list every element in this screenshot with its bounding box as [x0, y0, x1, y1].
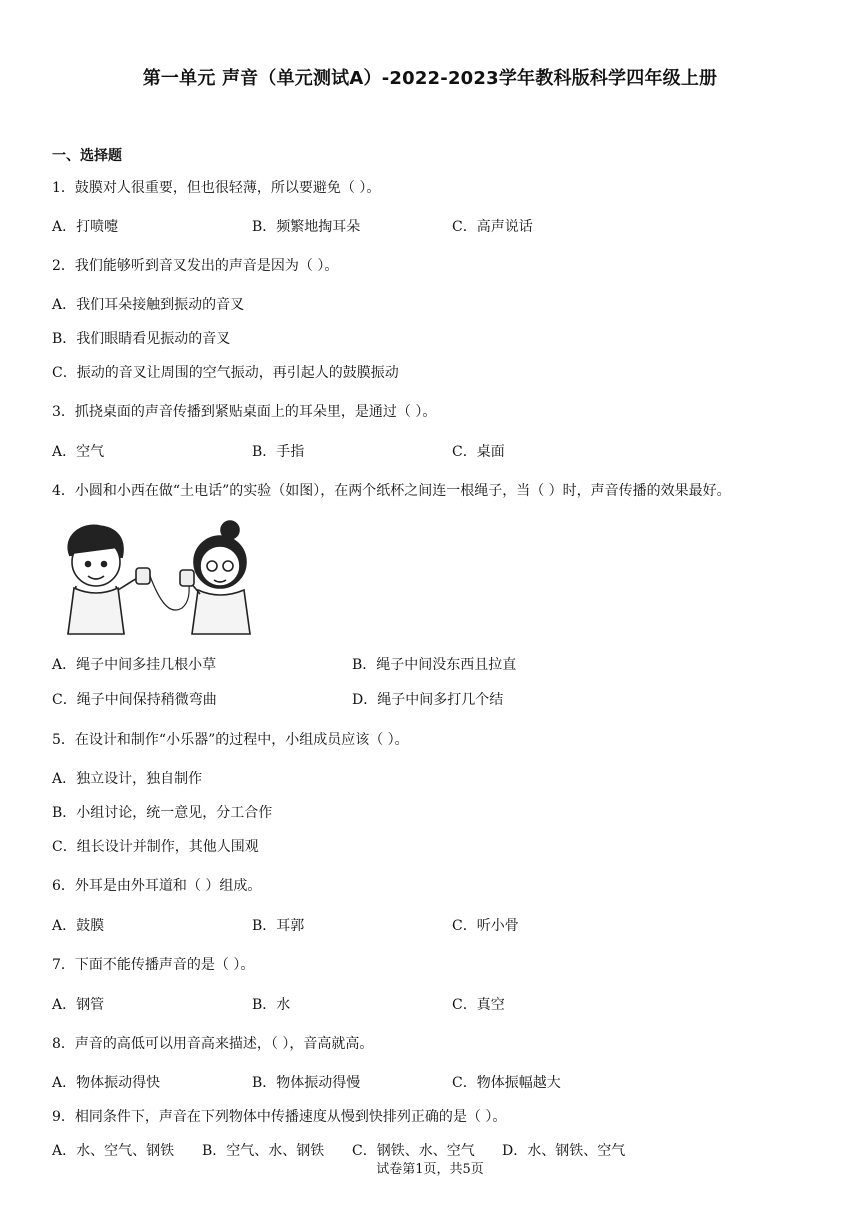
question-6-stem: 6．外耳是由外耳道和（ ）组成。 — [52, 878, 262, 894]
q8-option-a: A．物体振动得快 — [52, 1075, 161, 1091]
q6-option-c: C．听小骨 — [452, 918, 519, 934]
question-4-stem: 4．小圆和小西在做“土电话”的实验（如图），在两个纸杯之间连一根绳子，当（ ）时，声音传播的效果最好。 — [52, 483, 731, 499]
q2-option-a: A．我们耳朵接触到振动的音叉 — [52, 297, 245, 313]
q7-option-c: C．真空 — [452, 997, 505, 1013]
q6-option-a: A．鼓膜 — [52, 918, 105, 934]
q7-option-a: A．钢管 — [52, 997, 105, 1013]
question-8-stem: 8．声音的高低可以用音高来描述，（ ），音高就高。 — [52, 1036, 374, 1052]
q7-option-b: B．水 — [252, 997, 291, 1013]
q1-option-b: B．频繁地掏耳朵 — [252, 219, 361, 235]
q2-option-c: C．振动的音叉让周围的空气振动，再引起人的鼓膜振动 — [52, 365, 399, 381]
q4-option-d: D．绳子中间多打几个结 — [352, 692, 504, 708]
string-telephone-illustration — [52, 518, 252, 636]
question-5-stem: 5．在设计和制作“小乐器”的过程中，小组成员应该（ ）。 — [52, 732, 409, 748]
q1-option-a: A．打喷嚏 — [52, 219, 119, 235]
q5-option-b: B．小组讨论，统一意见，分工合作 — [52, 805, 273, 821]
q6-option-b: B．耳郭 — [252, 918, 305, 934]
question-7-stem: 7．下面不能传播声音的是（ ）。 — [52, 957, 255, 973]
page-footer: 试卷第1页，共5页 — [376, 1162, 484, 1177]
q9-option-b: B．空气、水、钢铁 — [202, 1143, 325, 1159]
q2-option-b: B．我们眼睛看见振动的音叉 — [52, 331, 231, 347]
section-heading: 一、选择题 — [52, 148, 122, 164]
q3-option-a: A．空气 — [52, 444, 105, 460]
q9-option-a: A．水、空气、钢铁 — [52, 1143, 175, 1159]
q4-option-c: C．绳子中间保持稍微弯曲 — [52, 692, 217, 708]
question-1-stem: 1．鼓膜对人很重要，但也很轻薄，所以要避免（ ）。 — [52, 180, 381, 196]
q1-option-c: C．高声说话 — [452, 219, 533, 235]
question-2-stem: 2．我们能够听到音叉发出的声音是因为（ ）。 — [52, 258, 339, 274]
q4-option-a: A．绳子中间多挂几根小草 — [52, 657, 217, 673]
q4-option-b: B．绳子中间没东西且拉直 — [352, 657, 517, 673]
q5-option-c: C．组长设计并制作，其他人围观 — [52, 839, 259, 855]
question-9-stem: 9．相同条件下，声音在下列物体中传播速度从慢到快排列正确的是（ ）。 — [52, 1109, 507, 1125]
q3-option-c: C．桌面 — [452, 444, 505, 460]
question-3-stem: 3．抓挠桌面的声音传播到紧贴桌面上的耳朵里，是通过（ ）。 — [52, 404, 437, 420]
q5-option-a: A．独立设计，独自制作 — [52, 771, 203, 787]
q3-option-b: B．手指 — [252, 444, 305, 460]
q8-option-b: B．物体振动得慢 — [252, 1075, 361, 1091]
page-title: 第一单元 声音（单元测试A）-2022-2023学年教科版科学四年级上册 — [142, 68, 718, 89]
q9-option-d: D．水、钢铁、空气 — [502, 1143, 626, 1159]
q9-option-c: C．钢铁、水、空气 — [352, 1143, 475, 1159]
q8-option-c: C．物体振幅越大 — [452, 1075, 561, 1091]
